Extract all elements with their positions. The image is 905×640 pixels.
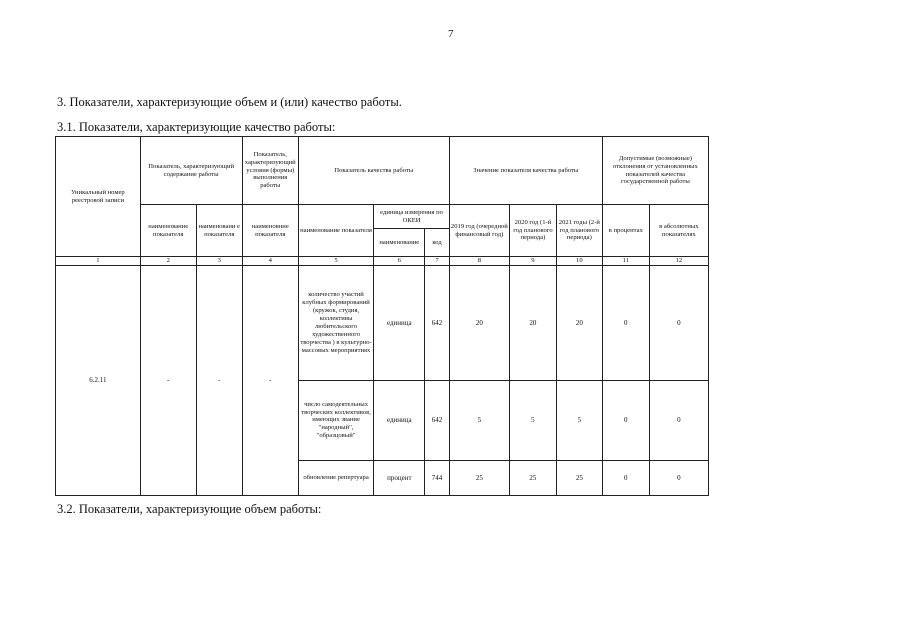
deviation-percent: 0 [602,460,649,495]
header-conditions: Показатель, характеризующий условия (формы) выполнения работы [242,137,298,205]
value-2021: 5 [556,380,602,460]
deviation-absolute: 0 [649,265,708,380]
content-indicator-2: - [196,265,242,495]
quality-indicators-table [55,136,709,496]
column-number: 5 [298,257,373,266]
column-number: 3 [196,257,242,266]
header-2019: 2019 год (очередной финансовый год) [449,205,509,257]
unit-name: единица [374,265,425,380]
column-number: 9 [509,257,556,266]
header-name-ind-1: наименование показателя [140,205,196,257]
unit-code: 642 [425,380,449,460]
unit-code: 642 [425,265,449,380]
column-number: 10 [556,257,602,266]
unit-code: 744 [425,460,449,495]
indicator-name: обновление репертуара [298,460,373,495]
unit-name: единица [374,380,425,460]
table-row [56,265,709,380]
column-number: 1 [56,257,141,266]
unit-name: процент [374,460,425,495]
value-2019: 20 [449,265,509,380]
section-3-1-heading: 3.1. Показатели, характеризующие качество работы: [57,120,336,134]
header-quality: Показатель качества работы [298,137,449,205]
column-number: 11 [602,257,649,266]
value-2020: 25 [509,460,556,495]
section-3-2-heading: 3.2. Показатели, характеризующие объем работы: [57,502,322,516]
column-number: 6 [374,257,425,266]
page-number: 7 [448,28,454,40]
header-content: Показатель, характеризующий содержание работы [140,137,242,205]
deviation-percent: 0 [602,380,649,460]
indicator-name: число самодеятельных творческих коллективов, имеющих звание "народный", "образцовый" [298,380,373,460]
deviation-absolute: 0 [649,460,708,495]
header-name-ind-3: наименовние показателя [242,205,298,257]
header-okei-name: наименование [374,229,425,257]
column-number: 7 [425,257,449,266]
indicator-name: количество участий клубных формирований (кружок, студия, коллективы любительского художественного творчества ) в культурно-массовых мероприятиях [298,265,373,380]
header-percent: в процентах [602,205,649,257]
header-2020: 2020 год (1-й год планового периода) [509,205,556,257]
column-number: 4 [242,257,298,266]
value-2020: 5 [509,380,556,460]
header-okei-code: код [425,229,449,257]
header-uid: Уникальный номер реестровой записи [56,137,141,257]
value-2019: 5 [449,380,509,460]
header-absolute: в абсолютных показателях [649,205,708,257]
header-value: Значение показателя качества работы [449,137,602,205]
content-indicator-1: - [140,265,196,495]
header-okei: единица измерения по ОКЕИ [374,205,449,229]
header-name-ind-2: наименовани е показателя [196,205,242,257]
deviation-percent: 0 [602,265,649,380]
value-2021: 25 [556,460,602,495]
header-2021: 2021 годы (2-й год планового периода) [556,205,602,257]
condition-indicator: - [242,265,298,495]
value-2019: 25 [449,460,509,495]
column-number: 8 [449,257,509,266]
value-2021: 20 [556,265,602,380]
header-name-ind-quality: наименование показателя [298,205,373,257]
header-deviation: Допустимые (возможные) отклонения от установленных показателей качества государственной работы [602,137,708,205]
registry-number: 6.2.11 [56,265,141,495]
section-3-heading: 3. Показатели, характеризующие объем и (или) качество работы. [57,95,402,109]
column-number: 12 [649,257,708,266]
column-number: 2 [140,257,196,266]
value-2020: 20 [509,265,556,380]
deviation-absolute: 0 [649,380,708,460]
